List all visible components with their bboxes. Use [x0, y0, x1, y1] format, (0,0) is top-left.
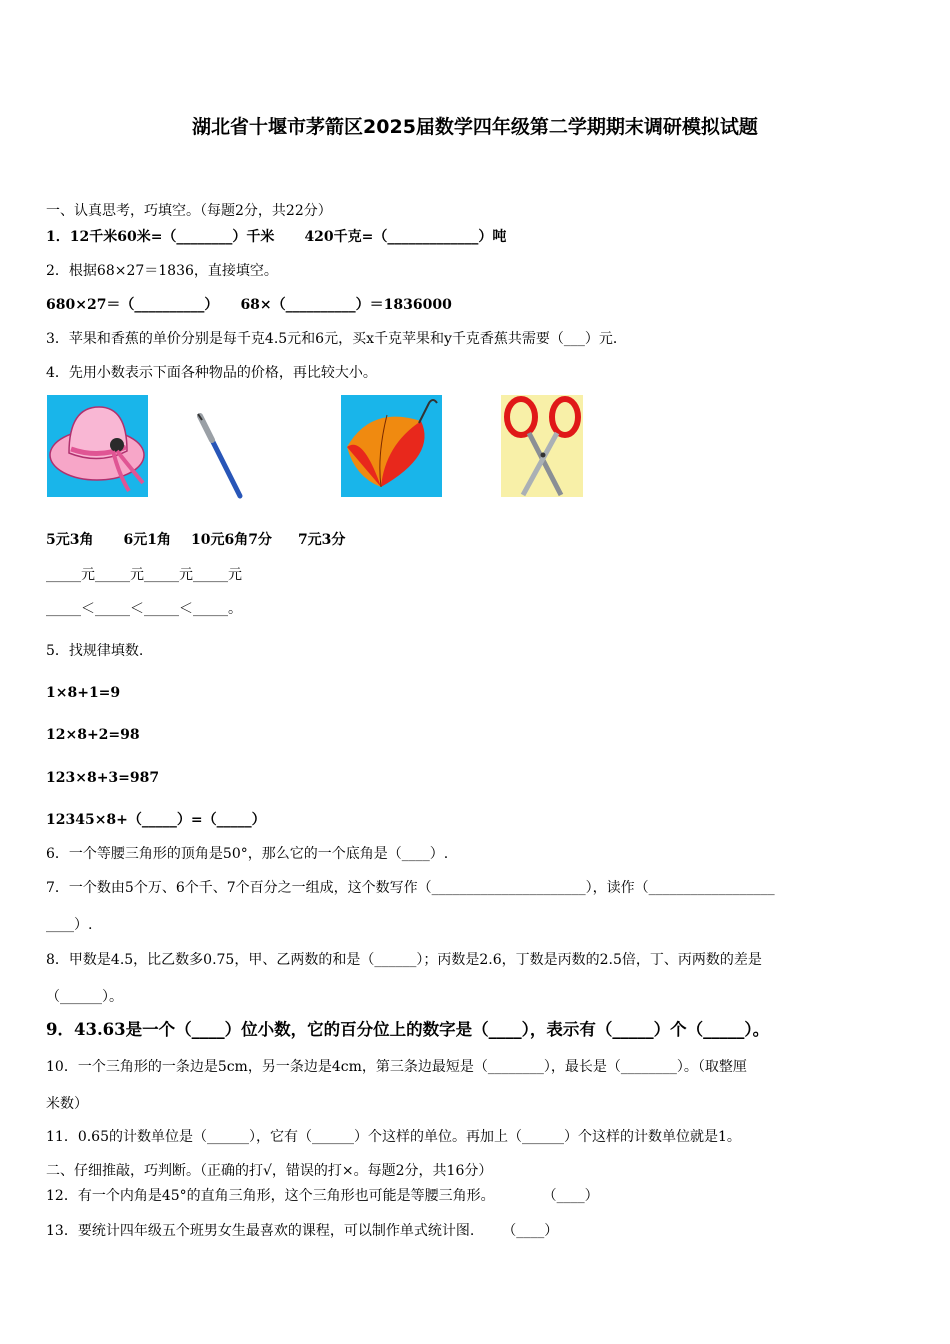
question-2-stem: 2．根据68×27＝1836，直接填空。 — [46, 263, 278, 279]
question-10-line-2: 米数） — [46, 1096, 88, 1112]
q1-part-b: 420千克=（_____________）吨 — [304, 229, 507, 245]
price-umbrella: 10元6角7分 — [190, 532, 272, 548]
q2-part-a: 680×27＝（__________） — [46, 297, 219, 313]
question-7-line-2: ____）. — [46, 917, 93, 933]
question-12 — [46, 1186, 599, 1206]
question-4-stem: 4．先用小数表示下面各种物品的价格，再比较大小。 — [46, 365, 377, 381]
question-5-stem: 5．找规律填数. — [46, 643, 144, 659]
section1-heading: 一、认真思考，巧填空。（每题2分，共22分） — [46, 203, 332, 219]
question-7-line-1: 7．一个数由5个万、6个千、7个百分之一组成，这个数写作（______________________），读作（__________________ — [46, 880, 775, 896]
q5-line-3: 123×8+3=987 — [46, 770, 160, 786]
scissors-picture — [501, 395, 583, 497]
umbrella-picture — [341, 395, 442, 497]
q4-prices — [46, 530, 345, 550]
q12-text: 12．有一个内角是45°的直角三角形，这个三角形也可能是等腰三角形。 — [46, 1188, 495, 1204]
q4-yuan-blanks: _____元_____元_____元_____元 — [46, 567, 242, 583]
q5-line-4: 12345×8+（_____）=（_____） — [46, 812, 266, 828]
price-scissors: 7元3分 — [297, 532, 346, 548]
hat-picture — [47, 395, 148, 497]
question-10-line-1: 10．一个三角形的一条边是5cm，另一条边是4cm，第三条边最短是（________），最长是（________）。（取整厘 — [46, 1059, 747, 1075]
q13-text: 13．要统计四年级五个班男女生最喜欢的课程，可以制作单式统计图. — [46, 1223, 475, 1239]
question-8-line-2: （______）。 — [46, 989, 123, 1005]
price-pen: 6元1角 — [123, 532, 171, 548]
question-1 — [46, 227, 506, 247]
section2-heading: 二、仔细推敲，巧判断。（正确的打√，错误的打×。每题2分，共16分） — [46, 1163, 493, 1179]
question-11: 11．0.65的计数单位是（______），它有（______）个这样的单位。再加上（______）个这样的计数单位就是1。 — [46, 1129, 741, 1145]
pen-picture — [190, 412, 250, 500]
q13-blank: （____） — [502, 1223, 559, 1239]
q2-part-b: 68×（__________）＝1836000 — [240, 297, 452, 313]
q1-part-a: 1．12千米60米=（________）千米 — [46, 229, 275, 245]
q5-line-2: 12×8+2=98 — [46, 727, 140, 743]
q5-line-1: 1×8+1=9 — [46, 685, 121, 701]
page-title: 湖北省十堰市茅箭区2025届数学四年级第二学期期末调研模拟试题 — [192, 116, 758, 138]
question-2-blanks — [46, 295, 452, 315]
question-6: 6．一个等腰三角形的顶角是50°，那么它的一个底角是（____）. — [46, 846, 449, 862]
question-3: 3．苹果和香蕉的单价分别是每千克4.5元和6元，买x千克苹果和y千克香蕉共需要（___）元． — [46, 331, 627, 347]
question-9: 9．43.63是一个（____）位小数，它的百分位上的数字是（____），表示有（_____）个（_____）。 — [46, 1020, 770, 1039]
price-hat: 5元3角 — [46, 532, 94, 548]
q4-compare-blanks: _____＜_____＜_____＜_____。 — [46, 601, 242, 617]
question-13 — [46, 1221, 558, 1241]
question-8-line-1: 8．甲数是4.5，比乙数多0.75，甲、乙两数的和是（______）；丙数是2.6，丁数是丙数的2.5倍，丁、丙两数的差是 — [46, 952, 762, 968]
q12-blank: （____） — [542, 1188, 599, 1204]
